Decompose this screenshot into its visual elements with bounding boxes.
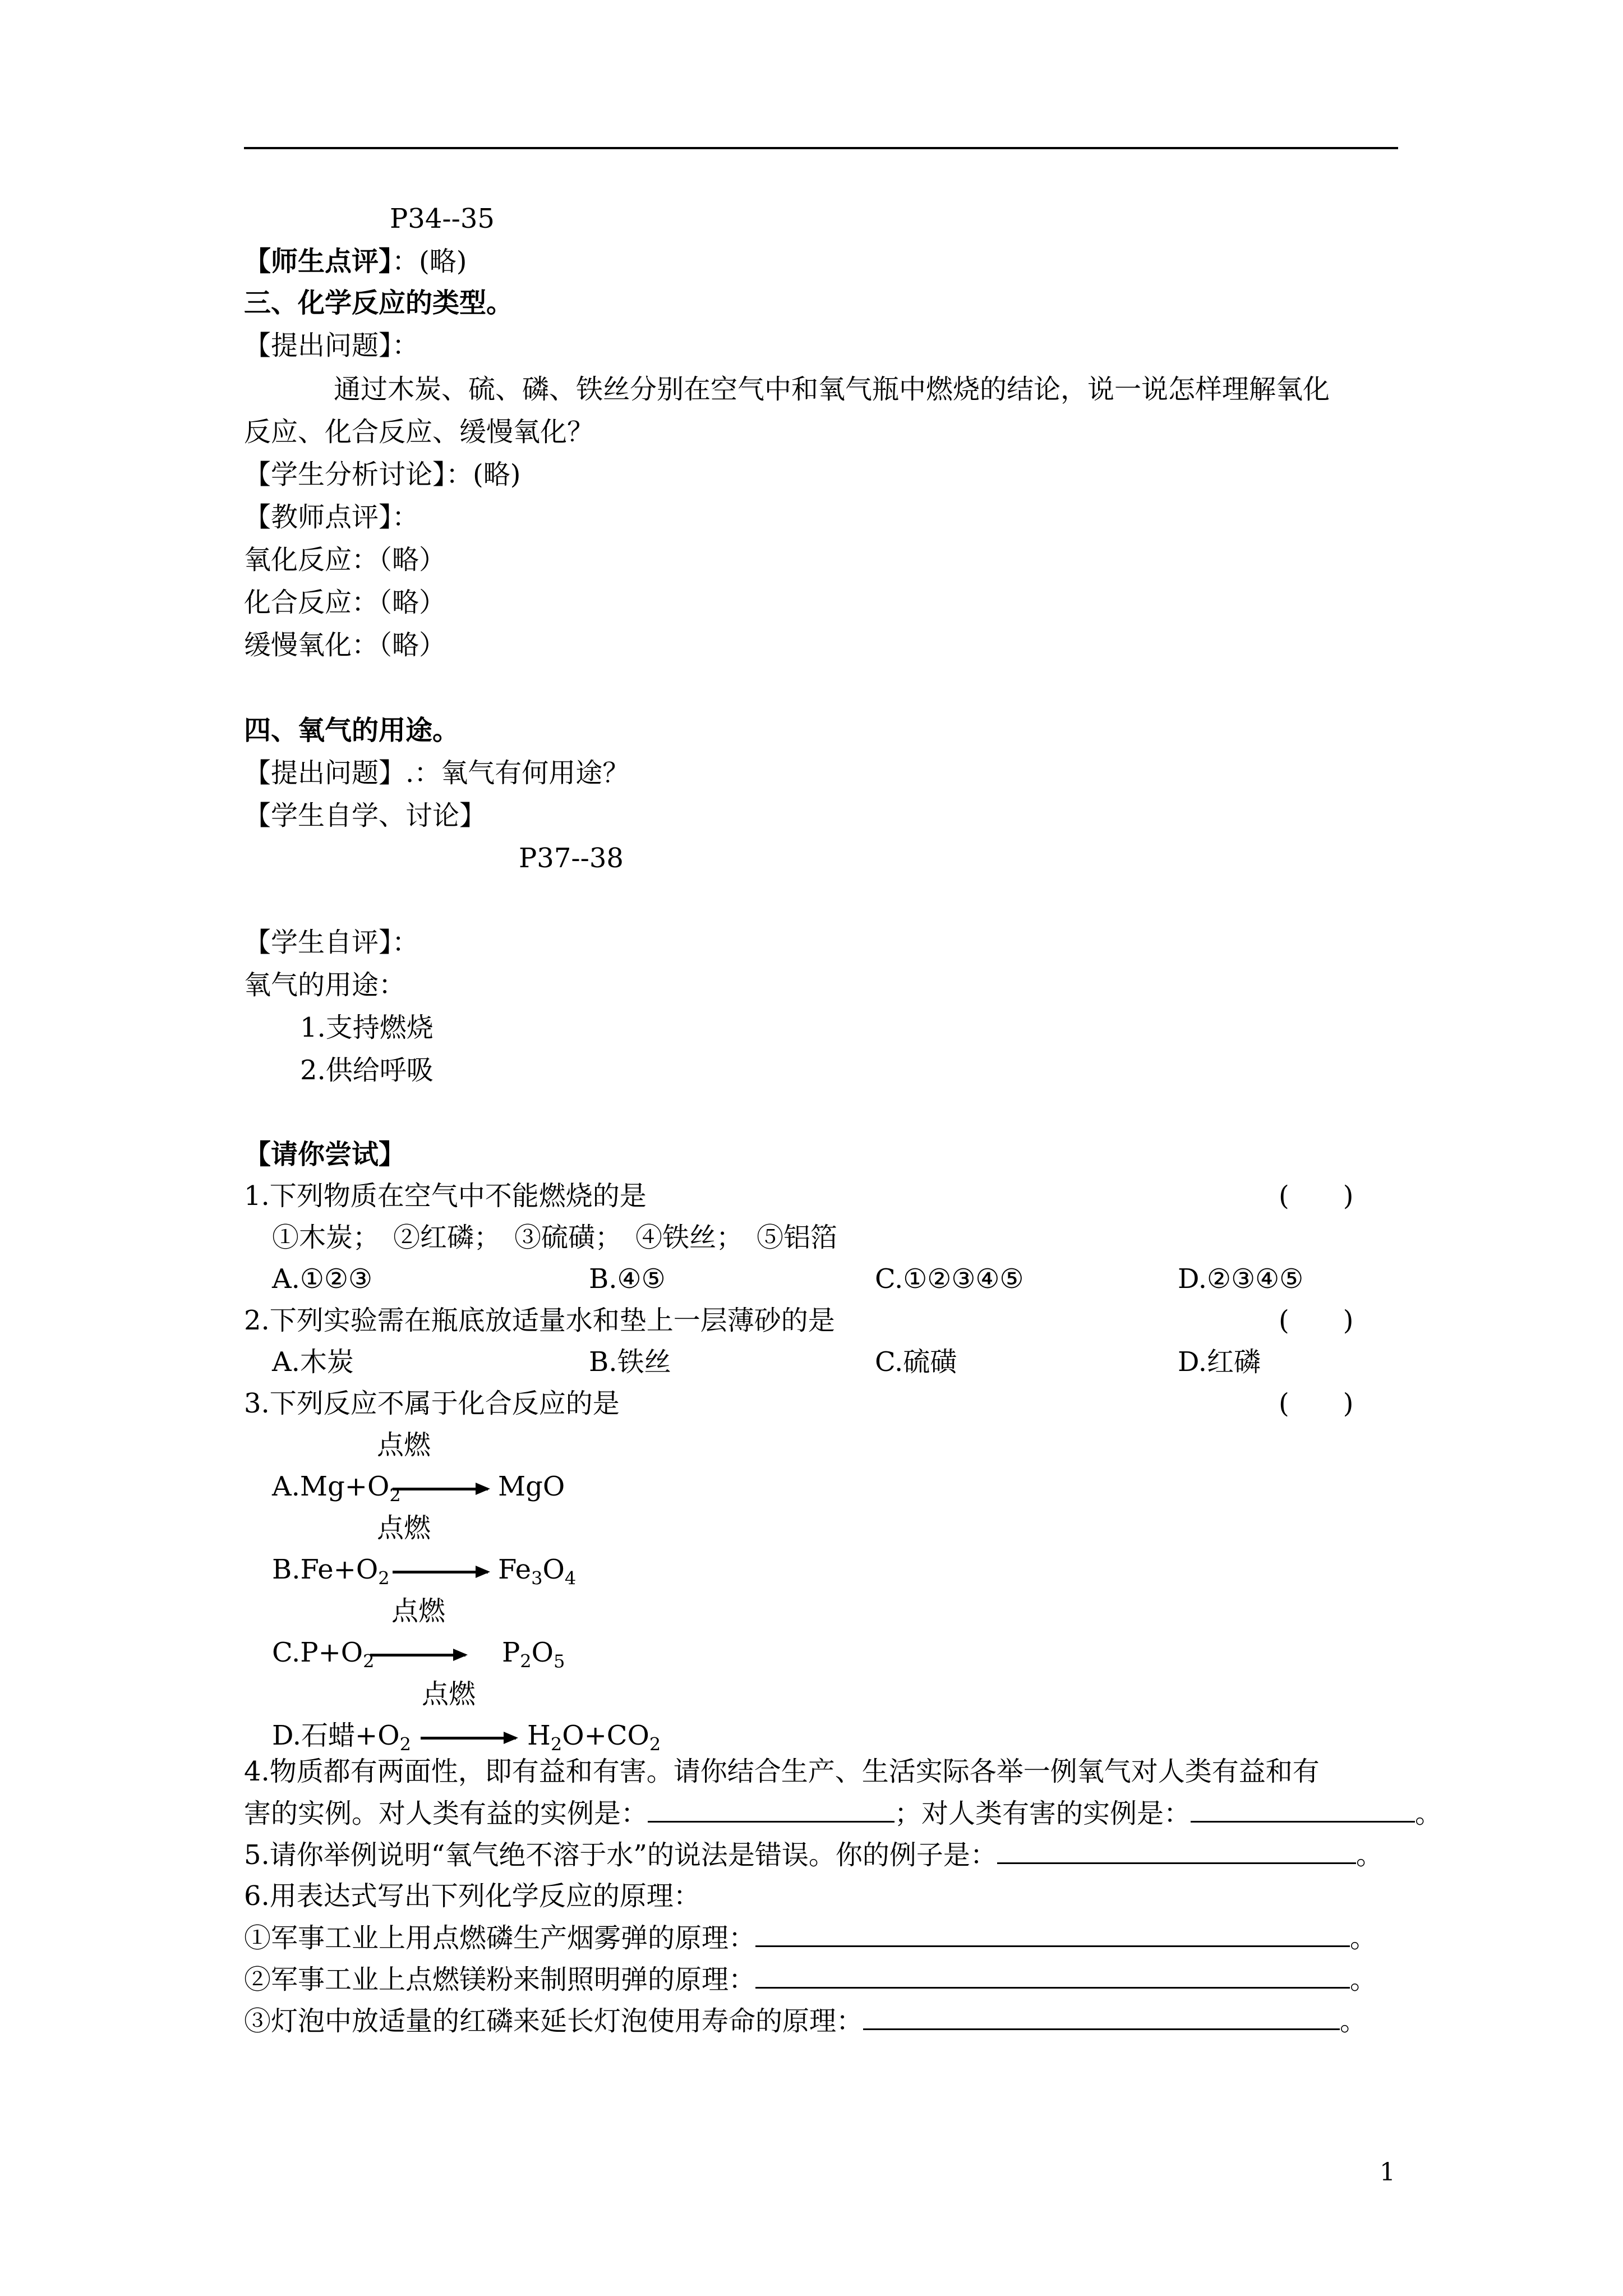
q2-option-b: B.铁丝: [589, 1346, 671, 1378]
reaction-d-right: $H_2O+CO_2$: [527, 1720, 661, 1755]
discussion-label: 【学生分析讨论】：(略): [244, 459, 521, 490]
def-combination: 化合反应：（略）: [244, 587, 446, 618]
condition-d: 点燃: [422, 1678, 476, 1710]
question-6: 6.用表达式写出下列化学反应的原理：: [244, 1880, 700, 1912]
header-rule: [244, 147, 1398, 149]
smoke-bomb-blank[interactable]: [755, 1921, 1350, 1947]
use-item-1: 1.支持燃烧: [300, 1012, 434, 1043]
ask-uses: 【提出问题】.：氧气有何用途？: [244, 757, 630, 789]
question-line-2: 反应、化合反应、缓慢氧化？: [244, 416, 594, 448]
reaction-b-arrow: [393, 1571, 488, 1573]
reaction-c-arrow: [370, 1654, 465, 1657]
flare-blank[interactable]: [755, 1962, 1350, 1989]
def-oxidation: 氧化反应：（略）: [244, 544, 446, 576]
self-study-label: 【学生自学、讨论】: [244, 800, 487, 831]
condition-c: 点燃: [391, 1595, 446, 1627]
review-text: 【师生点评】：(略): [244, 246, 467, 277]
q1-option-c: C.①②③④⑤: [875, 1263, 1024, 1295]
answer-paren-3[interactable]: ( ): [1279, 1388, 1354, 1419]
teacher-label: 【教师点评】：: [244, 501, 419, 533]
reaction-a-right: MgO: [498, 1471, 565, 1502]
answer-paren-2[interactable]: ( ): [1279, 1305, 1354, 1336]
question-6-2: ②军事工业上点燃镁粉来制照明弹的原理： 。: [244, 1962, 1377, 1996]
section-4-title: 四、氧气的用途。: [244, 715, 460, 746]
reaction-c-right: $P_2O_5$: [502, 1637, 565, 1672]
q2-option-d: D.红磷: [1178, 1346, 1261, 1378]
q1-option-b: B.④⑤: [589, 1263, 666, 1295]
solubility-example-blank[interactable]: [997, 1838, 1356, 1864]
uses-label: 氧气的用途：: [244, 969, 406, 1001]
q1-items: ①木炭； ②红磷； ③硫磺； ④铁丝； ⑤铝箔: [272, 1222, 838, 1253]
q2-option-c: C.硫磺: [875, 1346, 957, 1378]
condition-b: 点燃: [377, 1512, 431, 1544]
beneficial-example-blank[interactable]: [648, 1796, 895, 1823]
bulb-life-blank[interactable]: [863, 2004, 1340, 2030]
question-4-line-1: 4.物质都有两面性，即有益和有害。请你结合生产、生活实际各举一例氧气对人类有益和有: [244, 1756, 1320, 1787]
question-2: 2.下列实验需在瓶底放适量水和垫上一层薄砂的是: [244, 1305, 835, 1336]
reaction-a-left: $A.Mg+O_2$: [272, 1471, 401, 1506]
reaction-b-left: $B.Fe+O_2$: [272, 1554, 390, 1589]
condition-a: 点燃: [377, 1429, 431, 1461]
self-eval-label: 【学生自评】：: [244, 927, 419, 958]
page-ref-mid: P37--38: [519, 843, 624, 874]
question-line-1: 通过木炭、硫、磷、铁丝分别在空气中和氧气瓶中燃烧的结论，说一说怎样理解氧化: [334, 374, 1330, 405]
section-3-title: 三、化学反应的类型。: [244, 287, 514, 319]
def-slow-oxidation: 缓慢氧化：（略）: [244, 629, 446, 661]
ask-label: 【提出问题】：: [244, 330, 419, 361]
reaction-b-right: $Fe_3O_4$: [498, 1554, 577, 1589]
reaction-c-left: $C.P+O_2$: [272, 1637, 375, 1672]
harmful-example-blank[interactable]: [1191, 1796, 1415, 1823]
q1-option-a: A.①②③: [272, 1263, 373, 1295]
q2-option-a: A.木炭: [272, 1346, 354, 1378]
answer-paren-1[interactable]: ( ): [1279, 1180, 1354, 1212]
question-6-3: ③灯泡中放适量的红磷来延长灯泡使用寿命的原理： 。: [244, 2004, 1367, 2038]
use-item-2: 2.供给呼吸: [300, 1055, 434, 1086]
question-1: 1.下列物质在空气中不能燃烧的是: [244, 1180, 647, 1212]
question-4-line-2: 害的实例。对人类有益的实例是： ；对人类有害的实例是： 。: [244, 1796, 1442, 1830]
page-number: 1: [1380, 2158, 1395, 2187]
quiz-title: 【请你尝试】: [244, 1139, 406, 1170]
question-5: 5.请你举例说明“氧气绝不溶于水”的说法是错误。你的例子是： 。: [244, 1838, 1383, 1872]
question-6-1: ①军事工业上用点燃磷生产烟雾弹的原理： 。: [244, 1921, 1377, 1955]
question-3: 3.下列反应不属于化合反应的是: [244, 1388, 620, 1419]
page-ref-top: P34--35: [390, 203, 495, 234]
reaction-d-left: D.石蜡$+O_2$: [272, 1720, 411, 1755]
reaction-d-arrow: [421, 1737, 516, 1740]
reaction-a-arrow: [393, 1488, 488, 1490]
q1-option-d: D.②③④⑤: [1178, 1263, 1304, 1295]
